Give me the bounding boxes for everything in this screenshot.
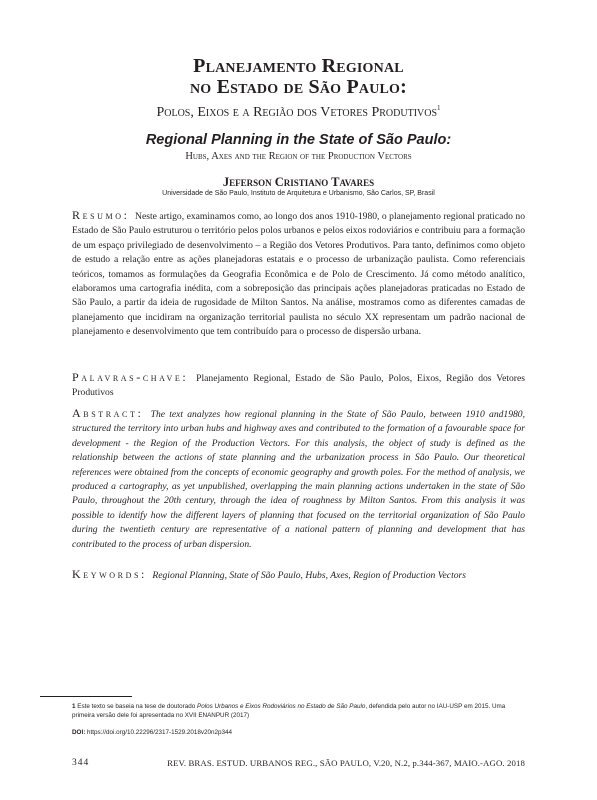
footnote [72,702,525,720]
article-subtitle-en: Hubs, Axes and the Region of the Production Vectors [185,151,412,162]
footnote-text-before: Este texto se baseia na tese de doutorado [77,703,196,710]
doi-link[interactable]: https://doi.org/10.22296/2317-1529.2018v20n2p344 [87,729,232,736]
title-pt-line2: no Estado de São Paulo: [189,76,408,98]
journal-reference: REV. BRAS. ESTUD. URBANOS REG., SÃO PAULO, V.20, N.2, p.344-367, MAIO.-AGO. 2018 [167,758,525,768]
page-number: 344 [72,758,90,768]
resumo-label: Resumo: [72,208,130,222]
subtitle-pt-text: Polos, Eixos e a Região dos Vetores Produtivos [156,105,438,120]
keywords-section [72,567,525,583]
doi-line [72,728,232,737]
footnote-number: 1 [72,703,76,710]
palavras-chave-section [72,370,525,401]
palavras-chave-label: Palavras-chave: [72,370,189,384]
article-subtitle-pt [40,99,557,122]
doi-label: DOI: [72,729,86,736]
abstract-label: Abstract: [72,406,144,420]
footnote-text-after: , defendida pelo autor no IAU-USP em 2015. Uma primeira versão dele foi apresentada no XVII ENANPUR (2017) [72,703,506,719]
keywords-text: Regional Planning, State of São Paulo, Hubs, Axes, Region of Production Vectors [152,570,466,581]
abstract-section [72,406,525,552]
resumo-section [72,208,525,340]
keywords-label: Keywords: [72,567,147,581]
footnote-rule [40,696,132,697]
resumo-text: Neste artigo, examinamos como, ao longo dos anos 1910-1980, o planejamento regional praticado no Estado de São Paulo estruturou o território pelos polos urbanos e pelos eixos rodoviários e contribuiu para a formação de um espaço privilegiado de desenvolvimento – a Região dos Vetores Produtivos. Para tanto, definimos como objeto de estudo a relação entre as ações planejadoras estatais e o processo de urbanização paulista. Como referenciais teóricos, tomamos as formulações da Geografia Econômica e de Polo de Crescimento. Já como método analítico, elaboramos uma cartografia inédita, com a sobreposição das principais ações planejadoras praticadas no Estado de São Paulo, a partir da ideia de rugosidade de Milton Santos. Na análise, mostramos como as diferentes camadas de planejamento que incidiram na organização territorial paulista no século XX representam um padrão nacional de planejamento e desenvolvimento que tem contribuído para o processo de dispersão urbana. [72,211,526,338]
article-title-en: Regional Planning in the State of São Paulo: [145,132,452,148]
footnote-thesis-title: Polos Urbanos e Eixos Rodoviários no Estado de São Paulo [197,703,366,710]
abstract-text: The text analyzes how regional planning in the State of São Paulo, between 1910 and1980, structured the territory into urban hubs and highway axes and contributed to the formation of a favourable space for development - the Region of the Production Vectors. For this analysis, the object of study is defined as the relationship between the actions of state planning and the urbanization process in São Paulo. Our theoretical references were obtained from the concepts of economic geography and growth poles. For the method of analysis, we produced a cartography, as yet unpublished, overlapping the main planning actions undertaken in the state of São Paulo, throughout the 20th century, through the idea of roughness by Milton Santos. From this analysis it was possible to identify how the different layers of planning that focused on the territorial organization of São Paulo during the twentieth century are representative of a national pattern of planning and development that has contributed to the process of urban dispersion. [72,409,525,550]
article-title-pt [40,56,557,98]
author-name: Jeferson Cristiano Tavares [222,175,375,189]
palavras-chave-text: Planejamento Regional, Estado de São Paulo, Polos, Eixos, Região dos Vetores Produtivos [72,373,525,399]
footnote-marker[interactable]: 1 [437,104,441,112]
author-affiliation: Universidade de São Paulo, Instituto de Arquitetura e Urbanismo, São Carlos, SP, Brasil [162,190,435,197]
title-pt-line1: Planejamento Regional [193,55,404,77]
title-block [40,56,557,199]
